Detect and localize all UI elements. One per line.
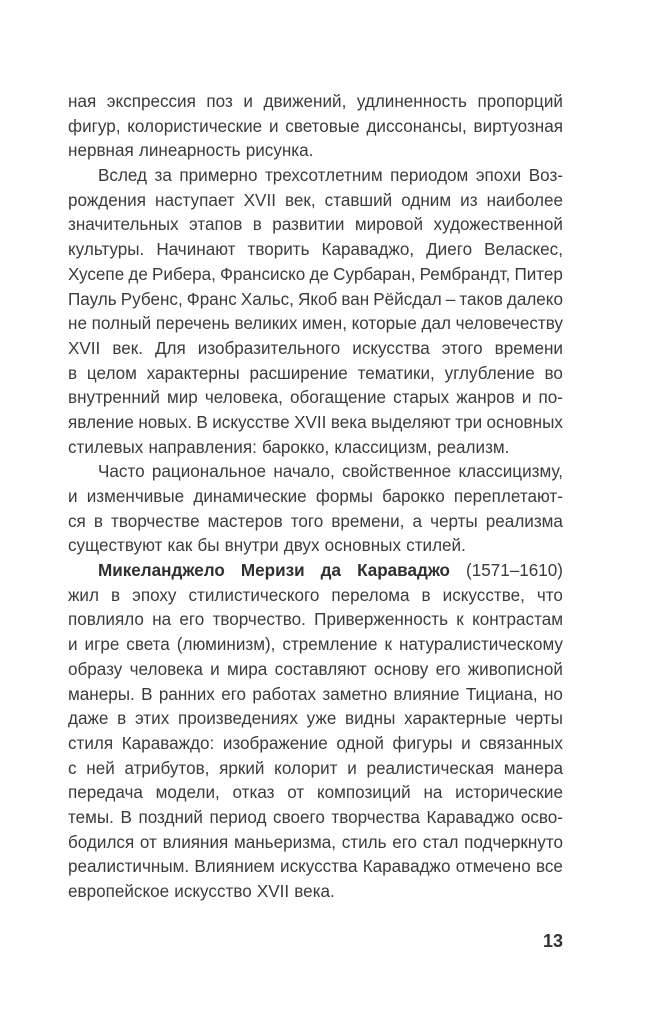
word: реализма	[485, 511, 563, 531]
word: бодился	[68, 832, 135, 852]
word: человека,	[204, 388, 283, 408]
text-line	[68, 633, 563, 658]
word: уже	[306, 709, 337, 729]
word: Франсиско	[220, 264, 306, 284]
word: этапов	[188, 215, 243, 235]
word: трехсотлетним	[264, 166, 383, 186]
word: контрастам	[472, 610, 563, 630]
text-line	[68, 781, 563, 806]
text-line	[68, 485, 563, 510]
word: и	[68, 635, 78, 655]
word: отказ	[232, 783, 275, 803]
text-line	[68, 880, 563, 905]
word: влияние	[393, 684, 460, 704]
word: Начинают	[156, 240, 236, 260]
word: света	[126, 635, 170, 655]
text-line	[68, 683, 563, 708]
text-line	[68, 189, 563, 214]
word: таков	[459, 289, 503, 309]
word: культуры.	[68, 240, 145, 260]
word: видны	[345, 709, 396, 729]
word: стилистического	[188, 585, 320, 605]
word: XVII	[294, 412, 327, 432]
word: формы	[315, 487, 373, 506]
text-line	[68, 213, 563, 238]
word: тематики,	[357, 363, 435, 383]
word: в	[68, 363, 78, 383]
word: атрибутов,	[124, 758, 210, 778]
word: творчества	[331, 807, 420, 827]
word: времени,	[331, 511, 405, 531]
word: примерно	[179, 166, 258, 186]
word: жил	[68, 585, 99, 605]
word: стилей.	[406, 536, 466, 556]
word: Питер	[514, 264, 563, 284]
word: Приверженность	[314, 610, 449, 630]
text-line	[68, 732, 563, 757]
word: влияния	[162, 832, 229, 852]
word: искусстве	[212, 412, 290, 432]
word: Воз-	[528, 166, 563, 186]
word: Рубенс,	[120, 289, 183, 309]
word: поз	[206, 92, 233, 111]
text-line	[68, 263, 563, 288]
text-line	[68, 386, 563, 411]
word: его	[435, 659, 461, 679]
text-line	[68, 855, 563, 880]
word: произведениях	[177, 709, 298, 729]
word: но	[543, 684, 563, 704]
word: классицизму,	[458, 462, 563, 482]
page-body-text	[68, 90, 563, 905]
word: Тициана,	[465, 684, 538, 704]
word: три	[455, 412, 483, 432]
word: его	[392, 832, 418, 852]
word: искусства	[280, 857, 358, 877]
word: в	[421, 585, 431, 605]
page-number: 13	[542, 931, 563, 951]
word: полный	[91, 314, 152, 334]
word: Рёйсдал	[373, 289, 442, 309]
word: к	[384, 635, 392, 655]
word: пропорций	[477, 92, 563, 111]
word: наиболее	[486, 190, 563, 210]
word: этих	[134, 709, 170, 729]
word: далеко	[506, 289, 563, 309]
word: световые	[285, 116, 360, 136]
word: века	[330, 412, 367, 432]
word: из	[460, 190, 478, 210]
word: натуралистическому	[398, 635, 563, 655]
word: Веласкес,	[484, 240, 563, 260]
word: века.	[294, 882, 335, 901]
word: осво-	[520, 807, 563, 827]
word: и	[521, 388, 532, 408]
word: одним	[401, 190, 452, 210]
word: (люминизм),	[176, 635, 276, 655]
word: Хусепе	[68, 264, 125, 284]
word: реалистическая	[366, 758, 495, 778]
word: период	[209, 807, 267, 827]
word: В	[141, 684, 153, 704]
word: ван	[341, 289, 370, 309]
word: своего	[273, 807, 325, 827]
word: творить	[247, 240, 310, 260]
word: в	[93, 511, 103, 531]
text-line	[68, 362, 563, 387]
word: по-	[538, 388, 563, 408]
text-line	[68, 436, 563, 461]
word: диссонансы,	[366, 116, 467, 136]
word: к	[456, 610, 464, 630]
word: наступает	[155, 190, 235, 210]
word: и	[210, 659, 220, 679]
word: стиля	[68, 733, 114, 753]
word: составляют	[274, 659, 367, 679]
word: его	[221, 684, 247, 704]
word: мировой	[354, 215, 424, 235]
word: человека	[129, 659, 203, 679]
word: Караваждо:	[121, 733, 215, 753]
word: связанных	[479, 733, 563, 753]
word: существуют	[68, 536, 163, 556]
word: яркий	[219, 758, 265, 778]
word: –	[445, 289, 456, 309]
word: черты	[515, 709, 563, 729]
word: отмечено	[455, 857, 531, 877]
word: характерны	[146, 363, 240, 383]
text-line	[68, 584, 563, 609]
word: Рибера,	[152, 264, 216, 284]
word: свойственное	[342, 462, 452, 482]
word: эпохи	[475, 166, 522, 186]
word: рациональное	[151, 462, 267, 482]
word: как	[167, 536, 193, 556]
text-line	[68, 559, 563, 584]
word: художественной	[433, 215, 563, 235]
word: на	[152, 610, 172, 630]
word: композиций	[316, 783, 411, 803]
word: переплетают-	[453, 487, 563, 506]
word: черты	[430, 511, 478, 531]
word: образу	[68, 659, 123, 679]
word: основных	[486, 412, 563, 432]
text-line	[68, 534, 563, 559]
word: век,	[284, 190, 316, 210]
word: периодом	[390, 166, 469, 186]
word: одной	[336, 733, 384, 753]
word: барокко	[382, 487, 445, 506]
word: и	[68, 487, 78, 506]
word: поздний	[138, 807, 203, 827]
word: дал	[421, 314, 451, 334]
word: классицизм,	[334, 437, 432, 457]
word: в	[117, 709, 127, 729]
text-line	[68, 115, 563, 140]
word: В	[196, 412, 208, 432]
word: реализм.	[437, 437, 510, 457]
word: реалистичным.	[68, 857, 190, 877]
bold-word: Микеланджело	[98, 561, 225, 581]
text-line	[68, 806, 563, 831]
word: мира	[227, 659, 268, 679]
bold-word: Караваджо	[357, 561, 450, 581]
word: маньеризма,	[233, 832, 336, 852]
word: Влиянием	[194, 857, 275, 877]
word: экспрессия	[106, 92, 196, 111]
word: во	[544, 363, 563, 383]
word: выделяют	[371, 412, 451, 432]
word: что	[536, 585, 563, 605]
word: XVII	[68, 338, 101, 358]
word: ная	[68, 92, 97, 111]
word: значительных	[68, 215, 179, 235]
word: с	[68, 758, 77, 778]
word: внутри	[224, 536, 279, 556]
word: барокко,	[261, 437, 330, 457]
word: ся	[68, 511, 86, 531]
word: искусстве,	[442, 585, 525, 605]
word: стремление	[282, 635, 378, 655]
text-line	[68, 337, 563, 362]
word: манера	[503, 758, 563, 778]
word: даже	[68, 709, 109, 729]
word: человечеству	[455, 314, 563, 334]
word: век.	[112, 338, 143, 358]
word: (1571–1610)	[466, 561, 563, 581]
text-line	[68, 312, 563, 337]
text-line	[68, 460, 563, 485]
word: обогащение	[290, 388, 387, 408]
bold-word: да	[320, 561, 342, 581]
word: Хальс,	[240, 289, 294, 309]
word: двух	[283, 536, 320, 556]
word: XVII	[243, 190, 276, 210]
word: все	[535, 857, 563, 877]
word: от	[139, 832, 157, 852]
text-line	[68, 757, 563, 782]
word: фигур,	[68, 116, 121, 136]
word: и	[347, 758, 357, 778]
word: эпоху	[132, 585, 177, 605]
word: нервная	[68, 141, 134, 161]
word: Сурбаран,	[333, 264, 416, 284]
word: колорит	[274, 758, 338, 778]
word: его	[179, 610, 205, 630]
word: Франс	[186, 289, 237, 309]
word: перелома	[331, 585, 410, 605]
word: модели,	[155, 783, 220, 803]
word: работах	[252, 684, 317, 704]
word: ставший	[324, 190, 393, 210]
word: стилевых	[68, 437, 144, 457]
word: XVII	[256, 882, 290, 901]
word: изображение	[222, 733, 328, 753]
word: исторические	[455, 783, 563, 803]
word: расширение	[249, 363, 348, 383]
word: рождения	[68, 190, 146, 210]
word: направления:	[148, 437, 257, 457]
word: ранних	[158, 684, 215, 704]
text-line	[68, 608, 563, 633]
word: основных	[324, 536, 402, 556]
word: искусства	[352, 338, 430, 358]
word: рисунка.	[245, 141, 314, 161]
word: этого	[441, 338, 483, 358]
word: времени	[494, 338, 563, 358]
word: и	[461, 733, 471, 753]
word: удлиненность	[356, 92, 467, 111]
word: старых	[393, 388, 450, 408]
word: от	[287, 783, 305, 803]
word: которые	[351, 314, 417, 334]
word: внутренний	[68, 388, 160, 408]
text-line	[68, 707, 563, 732]
word: виртуозная	[473, 116, 563, 136]
word: творчество.	[212, 610, 306, 630]
text-line	[68, 164, 563, 189]
word: а	[412, 511, 422, 531]
word: темы.	[68, 807, 114, 827]
paragraph	[68, 90, 563, 164]
word: изобразительного	[197, 338, 341, 358]
word: Караваджо	[362, 857, 451, 877]
word: углубление	[444, 363, 535, 383]
word: живописной	[467, 659, 563, 679]
word: колористические	[127, 116, 263, 136]
word: в	[110, 585, 121, 605]
text-line	[68, 658, 563, 683]
word: искусство	[174, 882, 252, 901]
word: мастеров	[207, 511, 283, 531]
word: де	[128, 264, 148, 284]
word: за	[154, 166, 172, 186]
word: целом	[86, 363, 137, 383]
word: имен,	[302, 314, 347, 334]
text-line	[68, 831, 563, 856]
word: жанров	[456, 388, 515, 408]
word: заметно	[322, 684, 388, 704]
text-line	[68, 90, 563, 115]
word: Караваджо,	[321, 240, 415, 260]
word: повлияло	[68, 610, 144, 630]
word: и	[243, 92, 253, 111]
word: Вслед	[98, 166, 148, 186]
word: основу	[374, 659, 429, 679]
word: того	[290, 511, 324, 531]
word: Пауль	[68, 289, 117, 309]
text-line	[68, 510, 563, 535]
word: Якоб	[297, 289, 338, 309]
word: подчеркнуто	[464, 832, 563, 852]
paragraph	[68, 460, 563, 559]
word: бы	[197, 536, 220, 556]
word: Часто	[98, 462, 145, 482]
word: передача	[68, 783, 143, 803]
word: и	[268, 116, 279, 136]
word: изменчивые	[86, 487, 185, 506]
word: не	[68, 314, 87, 334]
word: стиль	[341, 832, 387, 852]
word: ней	[86, 758, 115, 778]
paragraph	[68, 164, 563, 460]
word: мир	[166, 388, 198, 408]
word: в	[252, 215, 262, 235]
paragraph	[68, 559, 563, 905]
word: явление	[68, 412, 134, 432]
word: фигуры	[392, 733, 453, 753]
word: творчестве	[111, 511, 200, 531]
word: де	[309, 264, 329, 284]
word: перечень	[155, 314, 230, 334]
word: на	[423, 783, 443, 803]
word: динамические	[193, 487, 307, 506]
word: Караваджо	[426, 807, 515, 827]
word: европейское	[68, 882, 170, 901]
word: В	[120, 807, 132, 827]
word: развитии	[272, 215, 345, 235]
word: Для	[154, 338, 186, 358]
word: движений,	[263, 92, 347, 111]
text-line	[68, 411, 563, 436]
word: Рембрандт,	[419, 264, 511, 284]
word: игре	[84, 635, 120, 655]
word: великих	[234, 314, 298, 334]
word: линеарность	[138, 141, 241, 161]
word: Диего	[426, 240, 473, 260]
bold-word: Меризи	[240, 561, 305, 581]
word: начало,	[273, 462, 335, 482]
text-line	[68, 288, 563, 313]
word: характерные	[404, 709, 507, 729]
word: новых.	[138, 412, 192, 432]
text-line	[68, 238, 563, 263]
word: стал	[422, 832, 459, 852]
text-line	[68, 139, 563, 164]
word: манеры.	[68, 684, 135, 704]
